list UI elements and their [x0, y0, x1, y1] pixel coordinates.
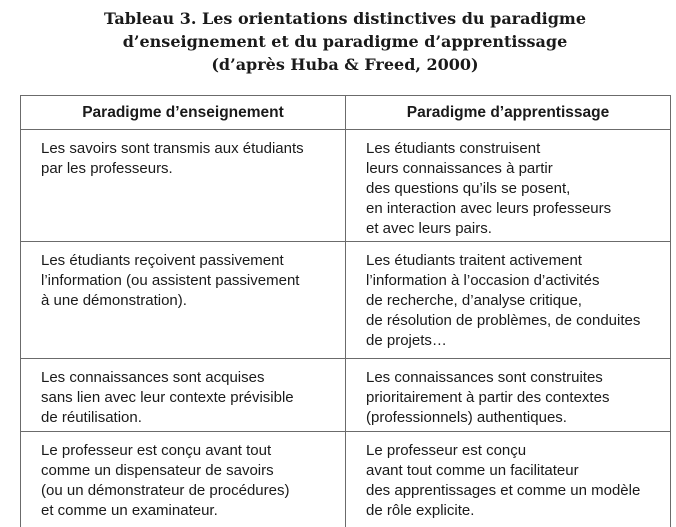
table-row — [21, 432, 671, 527]
table-row — [21, 130, 671, 242]
caption-line-3: (d’après Huba & Freed, 2000) — [211, 55, 479, 74]
header-teaching-paradigm: Paradigme d’enseignement — [21, 96, 346, 130]
learning-cell: Les étudiants traitent activement l’information à l’occasion d’activités de recherche, d’analyse critique, de résolution de problèmes, de conduites de projets… — [346, 242, 671, 359]
learning-cell: Le professeur est conçu avant tout comme un facilitateur des apprentissages et comme un modèle de rôle explicite. — [346, 432, 671, 527]
header-learning-paradigm: Paradigme d’apprentissage — [346, 96, 671, 130]
learning-cell: Les étudiants construisent leurs connaissances à partir des questions qu’ils se posent, en interaction avec leurs professeurs et avec leurs pairs. — [346, 130, 671, 242]
teaching-cell: Le professeur est conçu avant tout comme un dispensateur de savoirs (ou un démonstrateur de procédures) et comme un examinateur. — [21, 432, 346, 527]
paradigm-comparison-table — [20, 95, 671, 527]
teaching-cell: Les connaissances sont acquises sans lien avec leur contexte prévisible de réutilisation. — [21, 359, 346, 432]
table-header-row — [21, 96, 671, 130]
table-caption — [0, 7, 676, 76]
learning-cell: Les connaissances sont construites prioritairement à partir des contextes (professionnels) authentiques. — [346, 359, 671, 432]
caption-line-1: Tableau 3. Les orientations distinctives du paradigme — [103, 9, 587, 28]
table-row — [21, 359, 671, 432]
teaching-cell: Les étudiants reçoivent passivement l’information (ou assistent passivement à une démonstration). — [21, 242, 346, 359]
table-row — [21, 242, 671, 359]
caption-line-2: d’enseignement et du paradigme d’apprentissage — [122, 32, 568, 51]
teaching-cell: Les savoirs sont transmis aux étudiants par les professeurs. — [21, 130, 346, 242]
